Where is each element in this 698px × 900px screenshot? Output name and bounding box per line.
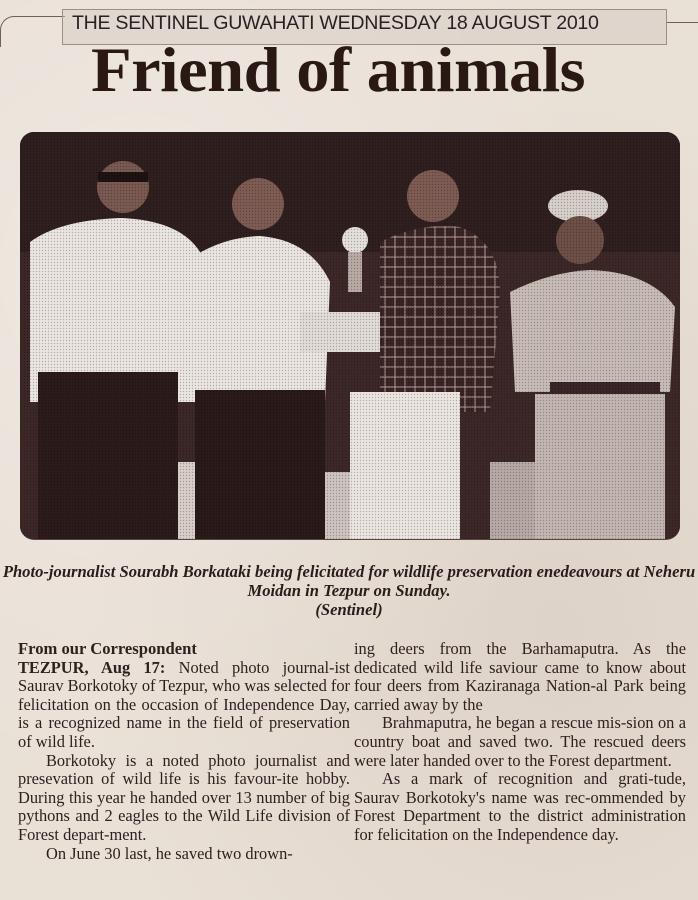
article-paragraph: On June 30 last, he saved two drown- <box>46 843 293 863</box>
article-paragraph: Brahmaputra, he began a rescue mis-sion on a country boat and saved two. The rescued deers were later handed over to the Forest department. <box>354 713 686 770</box>
caption-credit: (Sentinel) <box>315 600 383 619</box>
photo-illustration <box>20 132 680 539</box>
page-frame-rule-right <box>667 22 698 23</box>
masthead-dateline: THE SENTINEL GUWAHATI WEDNESDAY 18 AUGUST 2010 <box>72 12 599 34</box>
article-column-right <box>354 640 686 845</box>
photo-caption <box>0 562 698 619</box>
page-frame-rule <box>0 16 65 47</box>
article-photo <box>20 132 680 540</box>
article-paragraph <box>18 659 350 752</box>
headline: Friend of animals <box>91 34 586 105</box>
article-column-left <box>18 640 350 863</box>
article-paragraph: Borkotoky is a noted photo journalist and presevation of wild life is his favour-ite hobby. During this year he handed over 13 number of big pythons and 2 eagles to the Wild Life division of Forest depart-ment. <box>18 750 350 844</box>
byline: From our Correspondent <box>18 639 197 658</box>
caption-text: Photo-journalist Sourabh Borkataki being felicitated for wildlife preservation enedeavours at Neheru Moidan in Tezpur on Sunday. <box>2 562 696 600</box>
article-paragraph: ing deers from the Barhamaputra. As the dedicated wild life saviour came to know about four deers from Kaziranaga Nation-al Park being carried away by the <box>354 639 686 714</box>
article-dateline: TEZPUR, Aug 17: <box>18 657 166 677</box>
paragraph-text: Noted photo journal-ist Saurav Borkotoky of Tezpur, who was selected for felicitation on the occasion of Independence Day, is a recognized name in the field of preservation of wild life. <box>18 657 350 751</box>
article-paragraph: As a mark of recognition and grati-tude, Saurav Borkotoky's name was rec-ommended by Forest Department to the district administration for felicitation on the Independence day. <box>354 769 686 844</box>
